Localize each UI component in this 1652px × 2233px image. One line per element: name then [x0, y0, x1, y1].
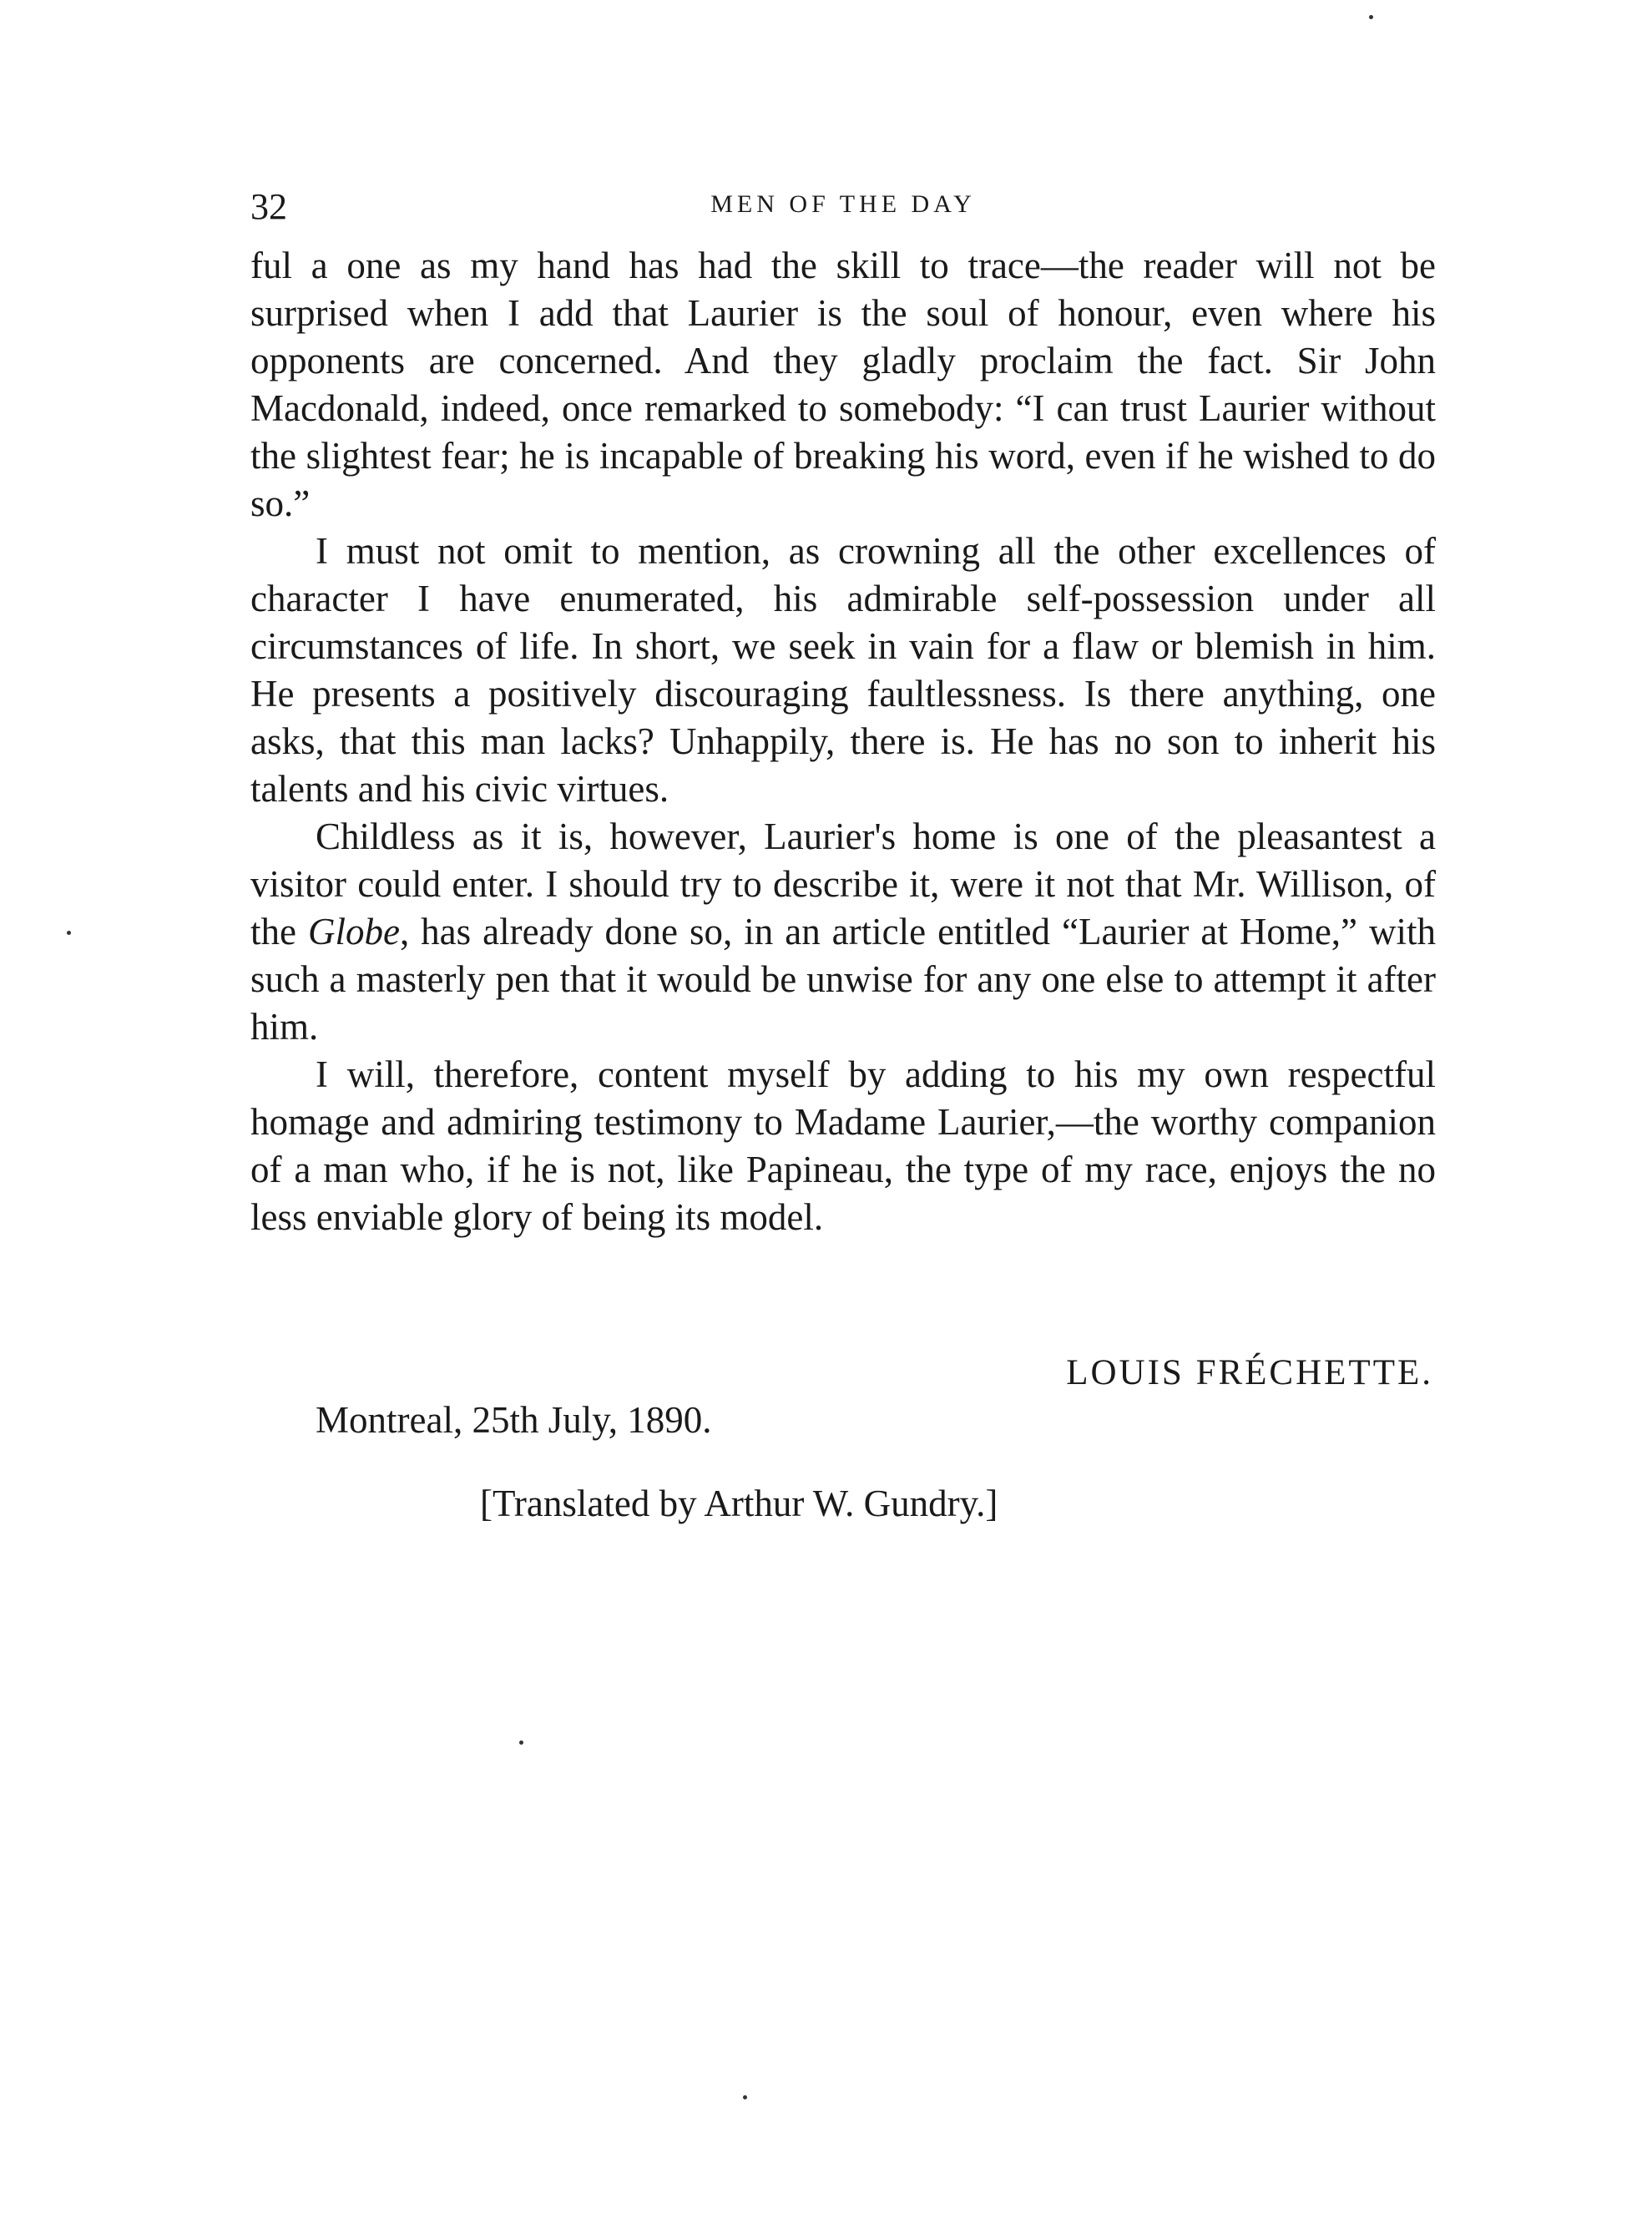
scan-speck [67, 931, 71, 935]
paragraph-4: I will, therefore, content myself by adding to his my own respectful homage and admiring testimony to Madame Laurier,—the worthy companion of a man who, if he is not, like Papineau, the type of my race, enjoys the no less enviable glory of being its model. [250, 1053, 1436, 1238]
scan-speck [743, 2095, 747, 2099]
scan-speck [1369, 15, 1373, 19]
paragraph-3 [250, 813, 1436, 1051]
translator-note: [Translated by Arthur W. Gundry.] [480, 1483, 998, 1524]
body-text [250, 242, 1436, 1241]
place-date: Montreal, 25th July, 1890. [316, 1399, 712, 1441]
running-head: MEN OF THE DAY [710, 190, 976, 218]
newspaper-title: Globe [307, 911, 400, 952]
paragraph-2: I must not omit to mention, as crowning all the other excellences of character I have enumerated, his admirable self-possession under all circumstances of life. In short, we seek in vain for a flaw or blemish in him. He presents a positively discouraging faultlessness. Is there anything, one asks, that this man lacks? Unhappily, there is. He has no son to inherit his talents and his civic virtues. [250, 530, 1436, 810]
scan-speck [519, 1740, 523, 1745]
page-header [250, 185, 1436, 235]
author-signature: LOUIS FRÉCHETTE. [1066, 1353, 1433, 1392]
paragraph-1: ful a one as my hand has had the skill to trace—the reader will not be surprised when I add that Laurier is the soul of honour, even where his opponents are concerned. And they gladly proclaim the fact. Sir John Macdonald, indeed, once remarked to somebody: “I can trust Laurier without the slightest fear; he is incapable of breaking his word, even if he wished to do so.” [250, 245, 1436, 524]
paragraph-3-part-2: , has already done so, in an article entitled “Laurier at Home,” with such a masterly pen that it would be unwise for any one else to attempt it after him. [250, 911, 1436, 1048]
paragraph-3-part-1: Childless as it is, however, Laurier's home is one of the pleasantest a visitor could enter. I should try to describe it, were it not that Mr. Willison, of the [250, 816, 1436, 952]
page-number: 32 [250, 186, 287, 227]
